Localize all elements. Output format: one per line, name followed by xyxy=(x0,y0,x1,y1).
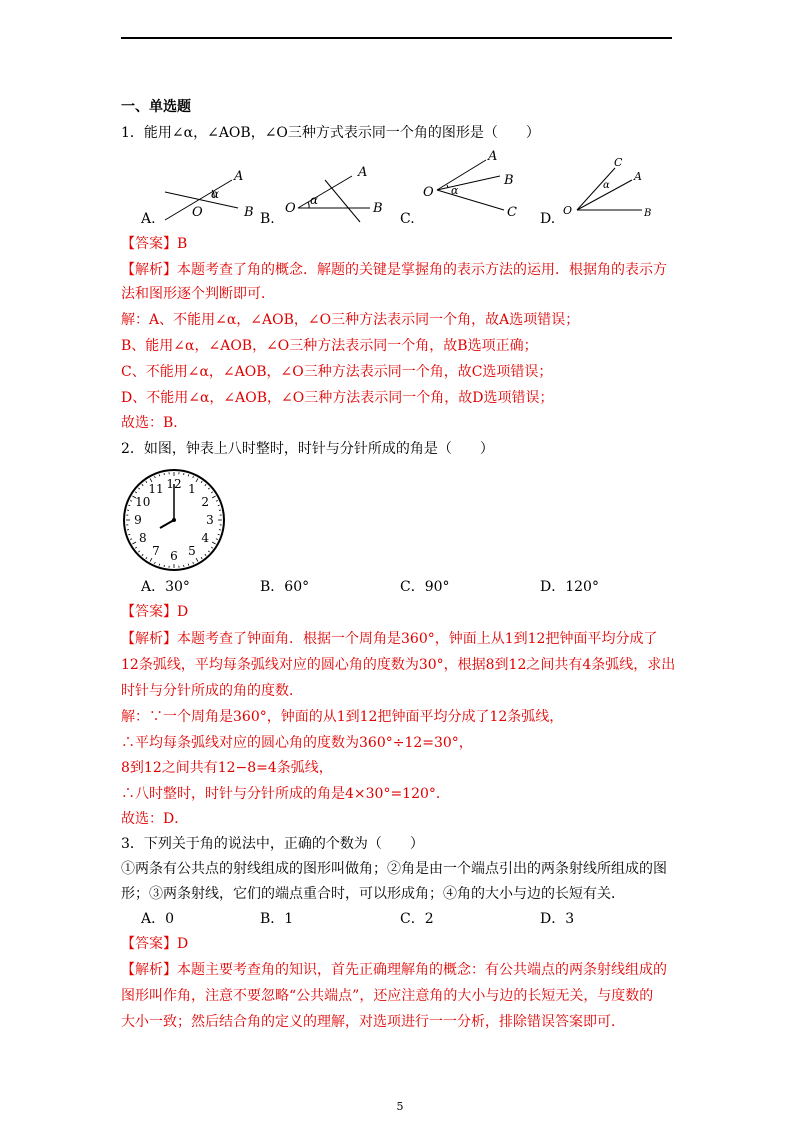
q1-figure-a xyxy=(165,169,254,220)
q3-option-c: C．2 xyxy=(400,911,434,927)
q3-answer: 【答案】D xyxy=(121,936,189,952)
q1a-label-alpha: α xyxy=(211,187,220,201)
header-rule xyxy=(121,37,672,39)
q2-stem: 2．如图，钟表上八时整时，时针与分针所成的角是（ ） xyxy=(121,441,494,457)
clock-tick xyxy=(128,534,130,535)
clock-tick xyxy=(218,534,220,535)
clock-tick xyxy=(205,484,206,485)
clock-tick xyxy=(128,505,130,506)
q2-option-a: A．30° xyxy=(141,579,190,595)
q1-figure-d xyxy=(563,156,651,219)
q2-option-d: D．120° xyxy=(540,579,599,595)
clock-tick xyxy=(154,562,155,564)
q1-analysis-line: D、不能用∠α，∠AOB，∠O三种方法表示同一个角，故D选项错误； xyxy=(121,390,554,406)
clock-number: 2 xyxy=(201,495,209,509)
clock-tick xyxy=(146,557,147,559)
clock-number: 10 xyxy=(135,495,151,509)
q1d-label-alpha: α xyxy=(603,180,610,191)
clock-number: 5 xyxy=(188,544,196,559)
q1b-label-O: O xyxy=(285,201,296,216)
clock-number: 9 xyxy=(134,513,142,527)
clock-tick xyxy=(138,488,139,489)
q1c-label-C: C xyxy=(507,205,517,220)
clock-tick xyxy=(205,554,206,555)
q1a-label-A: A xyxy=(234,169,244,184)
q3-analysis-line: 大小一致；然后结合角的定义的理解，对选项进行一一分析，排除错误答案即可． xyxy=(121,1014,625,1030)
q1b-label-B: B xyxy=(373,201,383,216)
q2-analysis-line: 故选：D． xyxy=(121,811,189,827)
clock-tick xyxy=(218,505,220,506)
q1b-label-alpha: α xyxy=(310,193,319,207)
q1-option-b: B. xyxy=(260,211,275,227)
q3-analysis-line: 【解析】本题主要考查角的知识，首先正确理解角的概念：有公共端点的两条射线组成的 xyxy=(121,962,667,978)
clock-number: 6 xyxy=(170,549,178,563)
q1-analysis-line: 故选：B． xyxy=(121,415,188,431)
clock-tick xyxy=(201,557,202,559)
page-number: 5 xyxy=(396,1100,404,1113)
q2-analysis-line: ∴八时整时，时针与分针所成的角是4×30°=120°． xyxy=(121,786,450,802)
clock-tick xyxy=(188,474,189,476)
clock-tick xyxy=(130,500,132,501)
section-title: 一、单选题 xyxy=(121,99,191,115)
clock-tick xyxy=(142,484,143,485)
clock-number: 3 xyxy=(206,513,214,527)
clock-tick xyxy=(150,558,152,561)
clock-hour-hand xyxy=(160,520,174,528)
clock-tick xyxy=(216,500,218,501)
q2-analysis-line: 时针与分针所成的角的度数． xyxy=(121,683,303,699)
q1d-label-O: O xyxy=(563,204,573,217)
clock-number: 12 xyxy=(166,477,182,491)
q3-option-d: D．3 xyxy=(540,911,575,927)
clock-tick xyxy=(208,551,209,552)
clock-tick xyxy=(142,554,143,555)
q3-option-b: B．1 xyxy=(260,911,294,927)
q2-analysis-line: 【解析】本题考查了钟面角．根据一个周角是360°，钟面上从1到12把钟面平均分成了 xyxy=(121,631,658,647)
q1-analysis-line: C、不能用∠α，∠AOB，∠O三种方法表示同一个角，故C选项错误； xyxy=(121,364,553,380)
clock-tick xyxy=(208,488,209,489)
q3-stem: 3．下列关于角的说法中，正确的个数为（ ） xyxy=(121,836,424,852)
q1c-label-B: B xyxy=(504,173,514,188)
q1-option-c: C. xyxy=(400,211,415,227)
clock-tick xyxy=(159,474,160,476)
q1-analysis-line: 法和图形逐个判断即可． xyxy=(121,286,275,302)
clock-tick xyxy=(211,492,213,493)
clock-tick xyxy=(135,547,137,548)
clock-tick xyxy=(135,492,137,493)
clock-tick xyxy=(212,542,215,544)
q1-option-d: D. xyxy=(540,211,556,227)
q1b-label-A: A xyxy=(358,165,368,180)
clock-tick xyxy=(159,564,160,566)
clock-tick xyxy=(201,481,202,483)
q2-option-b: B．60° xyxy=(260,579,310,595)
q3-body-line: ①两条有公共点的射线组成的图形叫做角；②角是由一个端点引出的两条射线所组成的图 xyxy=(121,861,667,877)
q1c-label-A: A xyxy=(488,149,498,164)
q1a-label-B: B xyxy=(244,205,254,220)
clock-tick xyxy=(146,481,147,483)
clock-tick xyxy=(132,542,135,544)
q2-analysis-line: 8到12之间共有12−8=4条弧线， xyxy=(121,760,333,776)
clock-tick xyxy=(212,496,215,498)
q1-figure-b xyxy=(285,165,383,222)
q1-analysis-line: 【解析】本题考查了角的概念．解题的关键是掌握角的表示方法的运用．根据角的表示方 xyxy=(121,262,667,278)
q2-option-c: C．90° xyxy=(400,579,450,595)
q3-option-a: A．0 xyxy=(141,911,175,927)
clock-tick xyxy=(211,547,213,548)
q1-stem: 1．能用∠α，∠AOB，∠O三种方式表示同一个角的图形是（ ） xyxy=(121,125,540,141)
clock-figure xyxy=(122,468,226,572)
q1-answer: 【答案】B xyxy=(121,236,188,252)
q1-option-a: A. xyxy=(141,211,156,227)
clock-tick xyxy=(188,564,189,566)
q1d-label-B: B xyxy=(644,208,652,219)
clock-tick xyxy=(193,562,194,564)
clock-number: 4 xyxy=(201,531,209,545)
clock-center xyxy=(172,518,176,522)
q1-analysis-line: B、能用∠α，∠AOB，∠O三种方法表示同一个角，故B选项正确； xyxy=(121,338,538,354)
clock-tick xyxy=(196,478,198,481)
q3-body-line: 形；③两条射线，它们的端点重合时，可以形成角；④角的大小与边的长短有关． xyxy=(121,886,625,902)
q1-figure-c xyxy=(423,149,517,220)
q2-answer: 【答案】D xyxy=(121,604,189,620)
q2-analysis-line: ∴平均每条弧线对应的圆心角的度数为360°÷12=30°， xyxy=(121,735,473,751)
clock-tick xyxy=(216,539,218,540)
clock-tick xyxy=(196,558,198,561)
q1c-label-O: O xyxy=(423,185,434,200)
clock-number: 8 xyxy=(139,531,147,545)
q1d-label-C: C xyxy=(614,156,623,169)
q1-analysis-line: 解：A、不能用∠α，∠AOB，∠O三种方法表示同一个角，故A选项错误； xyxy=(121,312,580,328)
clock-tick xyxy=(193,476,194,478)
clock-number: 1 xyxy=(188,481,196,496)
clock-number: 11 xyxy=(148,481,164,496)
clock-tick xyxy=(138,551,139,552)
q1d-label-A: A xyxy=(634,170,642,183)
q1a-label-O: O xyxy=(192,205,203,220)
clock-tick xyxy=(154,476,155,478)
clock-tick xyxy=(130,539,132,540)
q2-analysis-line: 12条弧线，平均每条弧线对应的圆心角的度数为30°，根据8到12之间共有4条弧线，求出 xyxy=(121,657,676,673)
q1c-label-alpha: α xyxy=(451,184,459,197)
q3-analysis-line: 图形叫作角，注意不要忽略“公共端点”，还应注意角的大小与边的长短无关，与度数的 xyxy=(121,988,654,1004)
clock-number: 7 xyxy=(152,544,160,559)
q2-analysis-line: 解：∵一个周角是360°，钟面的从1到12把钟面平均分成了12条弧线， xyxy=(121,709,564,725)
